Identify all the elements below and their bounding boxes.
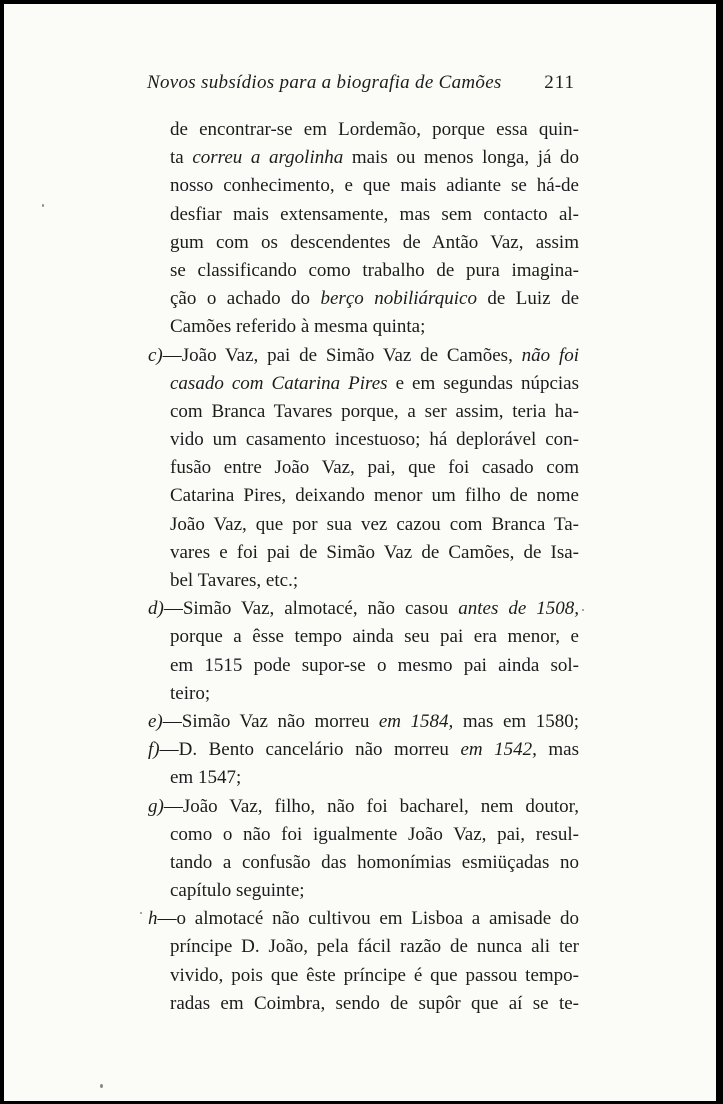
- text-line: [148, 511, 579, 539]
- text-line: [148, 680, 579, 708]
- text-run: e em segundas núpcias: [387, 372, 579, 394]
- text-line: [148, 398, 579, 426]
- italic-text-run: em 1542,: [460, 739, 537, 761]
- text-run: como o não foi igualmente João Vaz, pai, resul-: [170, 823, 579, 845]
- text-run: com Branca Tavares porque, a ser assim, teria ha-: [170, 400, 579, 422]
- text-line: [148, 257, 579, 285]
- list-marker: c): [148, 344, 163, 366]
- text-run: nosso conhecimento, e que mais adiante se há-de: [170, 175, 579, 197]
- text-line: [148, 454, 579, 482]
- text-run: em 1547;: [170, 767, 242, 789]
- list-marker: g): [148, 795, 164, 817]
- text-line: [148, 144, 579, 172]
- paper-speck: [140, 912, 142, 914]
- text-run: porque a êsse tempo ainda seu pai era menor, e: [170, 626, 579, 648]
- text-run: —Simão Vaz não morreu: [162, 710, 379, 732]
- italic-text-run: em 1584,: [378, 710, 454, 732]
- list-marker: f): [148, 739, 160, 761]
- text-run: —Simão Vaz, almotacé, não casou: [163, 598, 459, 620]
- text-run: Catarina Pires, deixando menor um filho de nome: [170, 485, 579, 507]
- page-header: [147, 72, 575, 102]
- italic-text-run: não foi: [521, 344, 580, 366]
- text-run: radas em Coimbra, sendo de supôr que aí se te-: [170, 992, 579, 1014]
- italic-text-run: casado com Catarina Pires: [170, 372, 388, 394]
- text-run: Camões referido à mesma quinta;: [170, 316, 426, 338]
- text-line: [148, 877, 579, 905]
- page-number: 211: [544, 72, 575, 93]
- text-line: [148, 708, 579, 736]
- text-line: [148, 793, 579, 821]
- text-line: [148, 567, 579, 595]
- italic-text-run: correu a argolinha: [192, 147, 344, 169]
- text-run: ta: [170, 147, 193, 169]
- text-run: príncipe D. João, pela fácil razão de nunca ali ter: [170, 936, 579, 958]
- paper-speck: [582, 609, 584, 611]
- book-page: [4, 4, 716, 1101]
- list-marker: e): [148, 710, 163, 732]
- text-line: [148, 342, 579, 370]
- text-run: capítulo seguinte;: [170, 880, 305, 902]
- italic-text-run: antes de 1508,: [458, 598, 579, 620]
- text-line: [148, 426, 579, 454]
- text-run: —João Vaz, filho, não foi bacharel, nem doutor,: [163, 795, 579, 817]
- text-run: João Vaz, que por sua vez cazou com Branca Ta-: [170, 513, 579, 535]
- text-line: [148, 172, 579, 200]
- text-run: —D. Bento cancelário não morreu: [159, 739, 461, 761]
- text-line: [148, 116, 579, 144]
- list-marker: d): [148, 598, 164, 620]
- text-line: [148, 736, 579, 764]
- italic-text-run: berço nobiliárquico: [320, 288, 477, 310]
- text-line: [148, 229, 579, 257]
- text-line: [148, 849, 579, 877]
- text-run: ção o achado do: [170, 288, 321, 310]
- text-run: mas em 1580;: [453, 710, 579, 732]
- text-run: teiro;: [170, 682, 211, 704]
- text-line: [148, 201, 579, 229]
- text-run: —João Vaz, pai de Simão Vaz de Camões,: [162, 344, 522, 366]
- text-line: [148, 962, 579, 990]
- text-run: em 1515 pode supor-se o mesmo pai ainda sol-: [170, 654, 579, 676]
- text-run: vido um casamento incestuoso; há deplorável con-: [170, 429, 579, 451]
- text-run: gum com os descendentes de Antão Vaz, assim: [170, 231, 579, 253]
- paper-speck: [100, 1084, 103, 1088]
- text-run: fusão entre João Vaz, pai, que foi casado com: [170, 457, 579, 479]
- text-line: [148, 623, 579, 651]
- text-line: [148, 764, 579, 792]
- text-line: [148, 990, 579, 1018]
- text-line: [148, 370, 579, 398]
- text-line: [148, 539, 579, 567]
- text-line: [148, 482, 579, 510]
- text-run: desfiar mais extensamente, mas sem contacto al-: [170, 203, 579, 225]
- list-marker: h: [148, 908, 158, 930]
- text-run: vivido, pois que êste príncipe é que passou tempo-: [170, 964, 579, 986]
- text-line: [148, 821, 579, 849]
- text-line: [148, 652, 579, 680]
- text-run: tando a confusão das homonímias esmiüçadas no: [170, 851, 579, 873]
- text-run: se classificando como trabalho de pura imagina-: [170, 259, 579, 281]
- text-run: vares e foi pai de Simão Vaz de Camões, de Isa-: [170, 541, 579, 563]
- text-line: [148, 905, 579, 933]
- text-run: mais ou menos longa, já do: [343, 147, 580, 169]
- text-run: mas: [536, 739, 580, 761]
- text-run: bel Tavares, etc.;: [170, 570, 299, 591]
- text-run: de Luiz de: [476, 288, 580, 310]
- body-text: [148, 116, 579, 1018]
- running-title: Novos subsídios para a biografia de Camões: [147, 72, 502, 93]
- text-run: —o almotacé não cultivou em Lisboa a amisade do: [157, 908, 579, 930]
- text-line: [148, 595, 579, 623]
- text-line: [148, 933, 579, 961]
- text-line: [148, 285, 579, 313]
- text-run: de encontrar-se em Lordemão, porque essa quin-: [170, 119, 579, 140]
- text-line: [148, 313, 579, 341]
- paper-speck: [42, 204, 44, 207]
